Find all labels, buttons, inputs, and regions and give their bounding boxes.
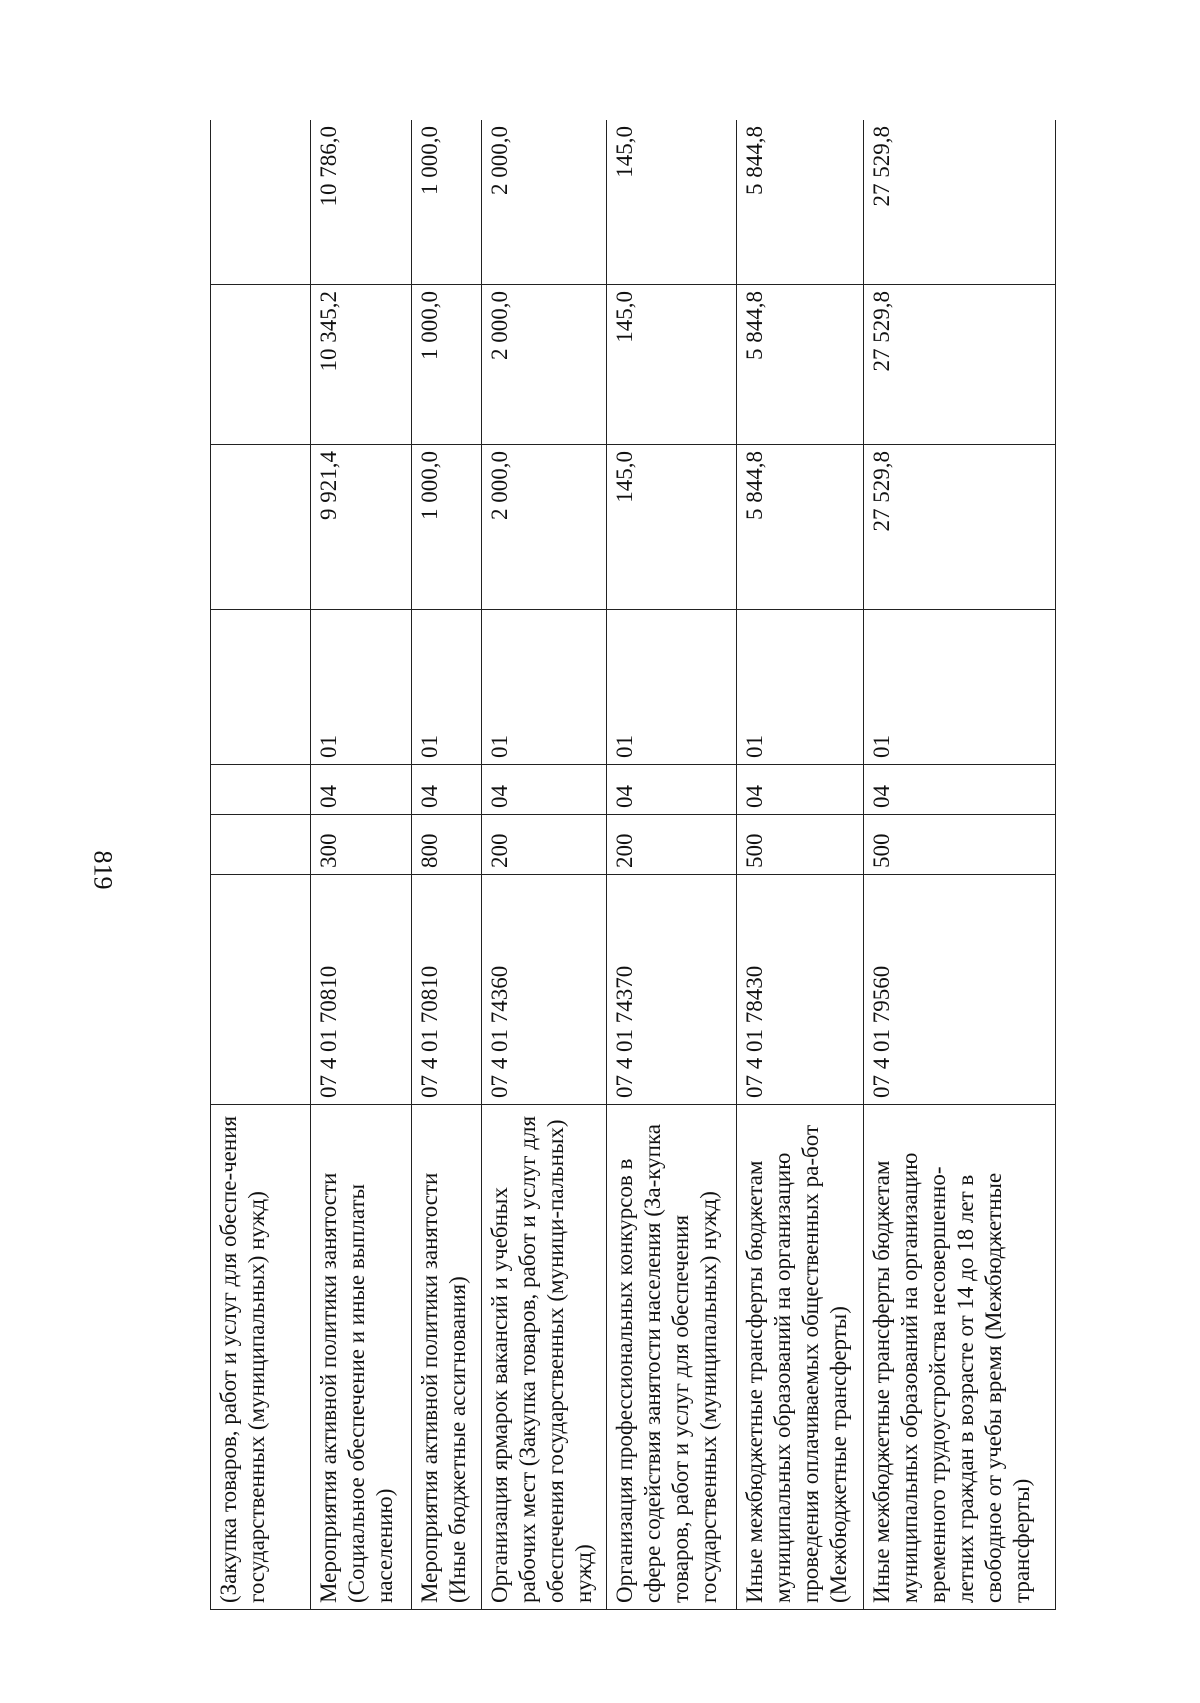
row-rz: 04 bbox=[482, 765, 607, 815]
table-row bbox=[311, 120, 412, 1610]
row-code: 07 4 01 74360 bbox=[482, 875, 607, 1105]
row-pr: 01 bbox=[737, 610, 864, 765]
table-row bbox=[412, 120, 482, 1610]
row-name: Иные межбюджетные трансферты бюджетам муниципальных образований на организацию временного трудоустройства несовершенно-летних граждан в возрасте от 14 до 18 лет в свободное от учебы время (Межбюджетные трансферты) bbox=[864, 1105, 1056, 1610]
row-name: Иные межбюджетные трансферты бюджетам муниципальных образований на организацию проведения оплачиваемых общественных ра-бот (Межбюджетные трансферты) bbox=[737, 1105, 864, 1610]
row-year3: 145,0 bbox=[607, 120, 737, 285]
row-code: 07 4 01 78430 bbox=[737, 875, 864, 1105]
row-vr: 200 bbox=[607, 815, 737, 875]
row-rz: 04 bbox=[311, 765, 412, 815]
row-rz: 04 bbox=[864, 765, 1056, 815]
row-year3 bbox=[211, 120, 311, 285]
budget-table-container bbox=[210, 120, 1110, 1610]
row-year2: 27 529,8 bbox=[864, 285, 1056, 445]
row-vr bbox=[211, 815, 311, 875]
row-year2: 5 844,8 bbox=[737, 285, 864, 445]
row-year3: 5 844,8 bbox=[737, 120, 864, 285]
budget-table bbox=[210, 120, 1056, 1610]
row-code: 07 4 01 70810 bbox=[412, 875, 482, 1105]
row-rz bbox=[211, 765, 311, 815]
row-year3: 10 786,0 bbox=[311, 120, 412, 285]
page-number bbox=[82, 830, 122, 910]
row-year2: 10 345,2 bbox=[311, 285, 412, 445]
row-name: Организация ярмарок вакансий и учебных рабочих мест (Закупка товаров, работ и услуг для обеспечения государственных (муници-пальных) нужд) bbox=[482, 1105, 607, 1610]
row-pr: 01 bbox=[482, 610, 607, 765]
table-row bbox=[737, 120, 864, 1610]
row-pr: 01 bbox=[607, 610, 737, 765]
row-year1: 1 000,0 bbox=[412, 445, 482, 610]
row-pr: 01 bbox=[311, 610, 412, 765]
budget-table-rotated bbox=[210, 120, 1110, 1610]
row-vr: 800 bbox=[412, 815, 482, 875]
table-row bbox=[864, 120, 1056, 1610]
row-vr: 200 bbox=[482, 815, 607, 875]
row-year1: 2 000,0 bbox=[482, 445, 607, 610]
row-pr: 01 bbox=[412, 610, 482, 765]
table-row bbox=[482, 120, 607, 1610]
row-year1: 9 921,4 bbox=[311, 445, 412, 610]
row-year1 bbox=[211, 445, 311, 610]
row-year1: 5 844,8 bbox=[737, 445, 864, 610]
row-year3: 2 000,0 bbox=[482, 120, 607, 285]
row-year1: 145,0 bbox=[607, 445, 737, 610]
row-name: (Закупка товаров, работ и услуг для обеспе-чения государственных (муниципальных) нужд) bbox=[211, 1105, 311, 1610]
row-code: 07 4 01 70810 bbox=[311, 875, 412, 1105]
row-year2 bbox=[211, 285, 311, 445]
row-year2: 2 000,0 bbox=[482, 285, 607, 445]
row-vr: 500 bbox=[737, 815, 864, 875]
row-year3: 27 529,8 bbox=[864, 120, 1056, 285]
row-rz: 04 bbox=[607, 765, 737, 815]
row-year2: 145,0 bbox=[607, 285, 737, 445]
row-pr: 01 bbox=[864, 610, 1056, 765]
row-name: Организация профессиональных конкурсов в сфере содействия занятости населения (За-купка товаров, работ и услуг для обеспечения государственных (муниципальных) нужд) bbox=[607, 1105, 737, 1610]
row-year2: 1 000,0 bbox=[412, 285, 482, 445]
row-year3: 1 000,0 bbox=[412, 120, 482, 285]
row-code: 07 4 01 74370 bbox=[607, 875, 737, 1105]
row-rz: 04 bbox=[412, 765, 482, 815]
page-number-text: 819 bbox=[88, 850, 117, 890]
row-year1: 27 529,8 bbox=[864, 445, 1056, 610]
row-code bbox=[211, 875, 311, 1105]
row-code: 07 4 01 79560 bbox=[864, 875, 1056, 1105]
row-pr bbox=[211, 610, 311, 765]
row-vr: 300 bbox=[311, 815, 412, 875]
row-name: Мероприятия активной политики занятости (Иные бюджетные ассигнования) bbox=[412, 1105, 482, 1610]
row-vr: 500 bbox=[864, 815, 1056, 875]
table-row bbox=[607, 120, 737, 1610]
row-rz: 04 bbox=[737, 765, 864, 815]
row-name: Мероприятия активной политики занятости (Социальное обеспечение и иные выплаты населению) bbox=[311, 1105, 412, 1610]
table-row bbox=[211, 120, 311, 1610]
